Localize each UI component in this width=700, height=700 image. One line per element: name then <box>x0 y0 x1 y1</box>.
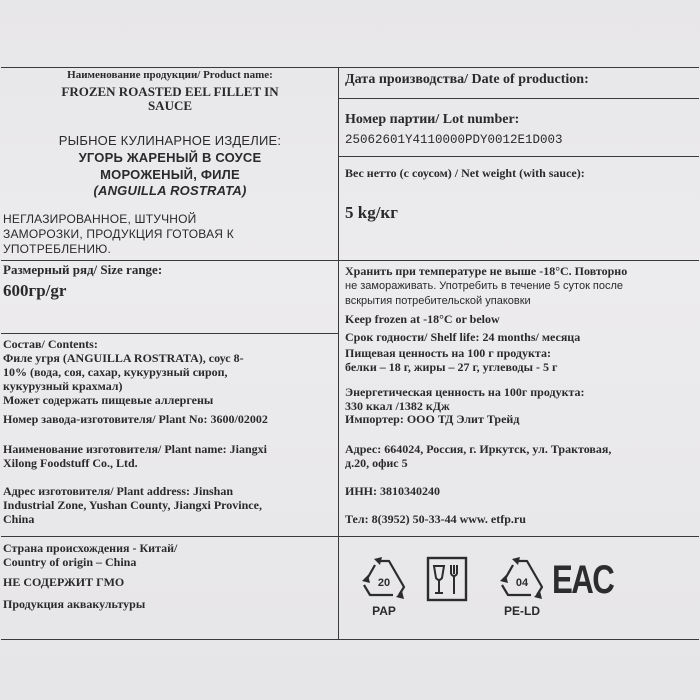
nutrition-values: белки – 18 г, жиры – 27 г, углеводы - 5 г <box>345 360 558 374</box>
energy-values: 330 ккал /1382 кДж <box>345 399 450 413</box>
contents-line2: 10% (вода, соя, сахар, кукурузный сироп, <box>3 365 228 379</box>
storage-line2: не замораживать. Употребить в течение 5 суток после <box>345 280 624 292</box>
product-name-en-line2: SAUCE <box>147 98 193 113</box>
row-divider <box>338 536 699 537</box>
lot-number-value: 25062601Y4110000PDY0012E1D003 <box>345 133 563 147</box>
product-name-en-line1: FROZEN ROASTED EEL FILLET IN <box>61 84 279 99</box>
importer-address-line2: д.20, офис 5 <box>345 456 408 470</box>
allergens-note: Может содержать пищевые аллергены <box>3 393 214 407</box>
importer-address-line1: Адрес: 664024, Россия, г. Иркутск, ул. Трактовая, <box>345 442 612 456</box>
recycling-pap-icon <box>358 553 410 605</box>
importer-inn: ИНН: 3810340240 <box>345 484 440 498</box>
production-date-label: Дата производства/ Date of production: <box>345 72 589 87</box>
origin-line1: Страна происхождения - Китай/ <box>3 541 178 555</box>
description-line1: НЕГЛАЗИРОВАННОЕ, ШТУЧНОЙ <box>3 212 197 226</box>
size-range-value: 600гр/gr <box>3 281 67 300</box>
plant-name-line2: Xilong Foodstuff Co., Ltd. <box>3 456 138 470</box>
importer-phone: Тел: 8(3952) 50-33-44 www. etfp.ru <box>345 512 526 526</box>
description-line2: ЗАМОРОЗКИ, ПРОДУКЦИЯ ГОТОВАЯ К <box>3 227 234 241</box>
column-divider <box>338 67 339 640</box>
plant-address-line1: Адрес изготовителя/ Plant address: Jinshan <box>3 484 234 498</box>
plant-number: Номер завода-изготовителя/ Plant No: 3600/02002 <box>3 412 268 426</box>
recycling-pe-ld-icon <box>496 553 548 605</box>
row-divider <box>1 536 338 537</box>
plant-address-line3: China <box>3 512 35 526</box>
plant-name-line1: Наименование изготовителя/ Plant name: Jiangxi <box>3 442 268 456</box>
food-contact-icon <box>426 556 468 602</box>
pe-ld-label: PE-LD <box>504 604 540 618</box>
species-latin-name: (ANGUILLA ROSTRATA) <box>93 183 247 198</box>
row-divider <box>1 260 338 261</box>
origin-line2: Country of origin – China <box>3 555 137 569</box>
plant-address-line2: Industrial Zone, Yushan County, Jiangxi Province, <box>3 498 262 512</box>
net-weight-value: 5 kg/кг <box>345 203 398 222</box>
row-divider <box>338 98 699 99</box>
contents-label: Состав/ Contents: <box>3 337 98 351</box>
description-line3: УПОТРЕБЛЕНИЮ. <box>3 242 112 256</box>
gmo-free-note: НЕ СОДЕРЖИТ ГМО <box>3 575 125 589</box>
storage-line1: Хранить при температуре не выше -18°С. Повторно <box>345 264 628 278</box>
product-name-ru-line4 <box>2 183 338 198</box>
lot-number-label: Номер партии/ Lot number: <box>345 112 520 127</box>
size-range-label: Размерный ряд/ Size range: <box>3 262 163 277</box>
product-name-label: Наименование продукции/ Product name: <box>67 69 273 81</box>
row-divider <box>1 333 338 334</box>
row-divider <box>338 260 699 261</box>
storage-english: Keep frozen at -18°C or below <box>345 312 500 326</box>
contents-line1: Филе угря (ANGUILLA ROSTRATA), соус 8- <box>3 351 244 365</box>
product-name-ru-line3: МОРОЖЕНЫЙ, ФИЛЕ <box>100 167 240 182</box>
pap-label: PAP <box>372 604 396 618</box>
contents-line3: кукурузный крахмал) <box>3 379 123 393</box>
pap-code: 20 <box>377 577 391 589</box>
product-name-ru-line2: УГОРЬ ЖАРЕНЫЙ В СОУСЕ <box>78 150 262 165</box>
eac-mark: EAC <box>552 558 614 602</box>
net-weight-label: Вес нетто (с соусом) / Net weight (with sauce): <box>345 166 585 180</box>
aquaculture-note: Продукция аквакультуры <box>3 597 146 611</box>
energy-label: Энергетическая ценность на 100г продукта: <box>345 385 585 399</box>
shelf-life: Срок годности/ Shelf life: 24 months/ месяца <box>345 330 581 344</box>
product-name-ru-line1: РЫБНОЕ КУЛИНАРНОЕ ИЗДЕЛИЕ: <box>58 133 282 148</box>
row-divider <box>338 156 699 157</box>
nutrition-label: Пищевая ценность на 100 г продукта: <box>345 346 551 360</box>
importer: Импортер: ООО ТД Элит Трейд <box>345 412 520 426</box>
storage-line3: вскрытия потребительской упаковки <box>345 295 531 307</box>
pe-ld-code: 04 <box>515 577 529 589</box>
